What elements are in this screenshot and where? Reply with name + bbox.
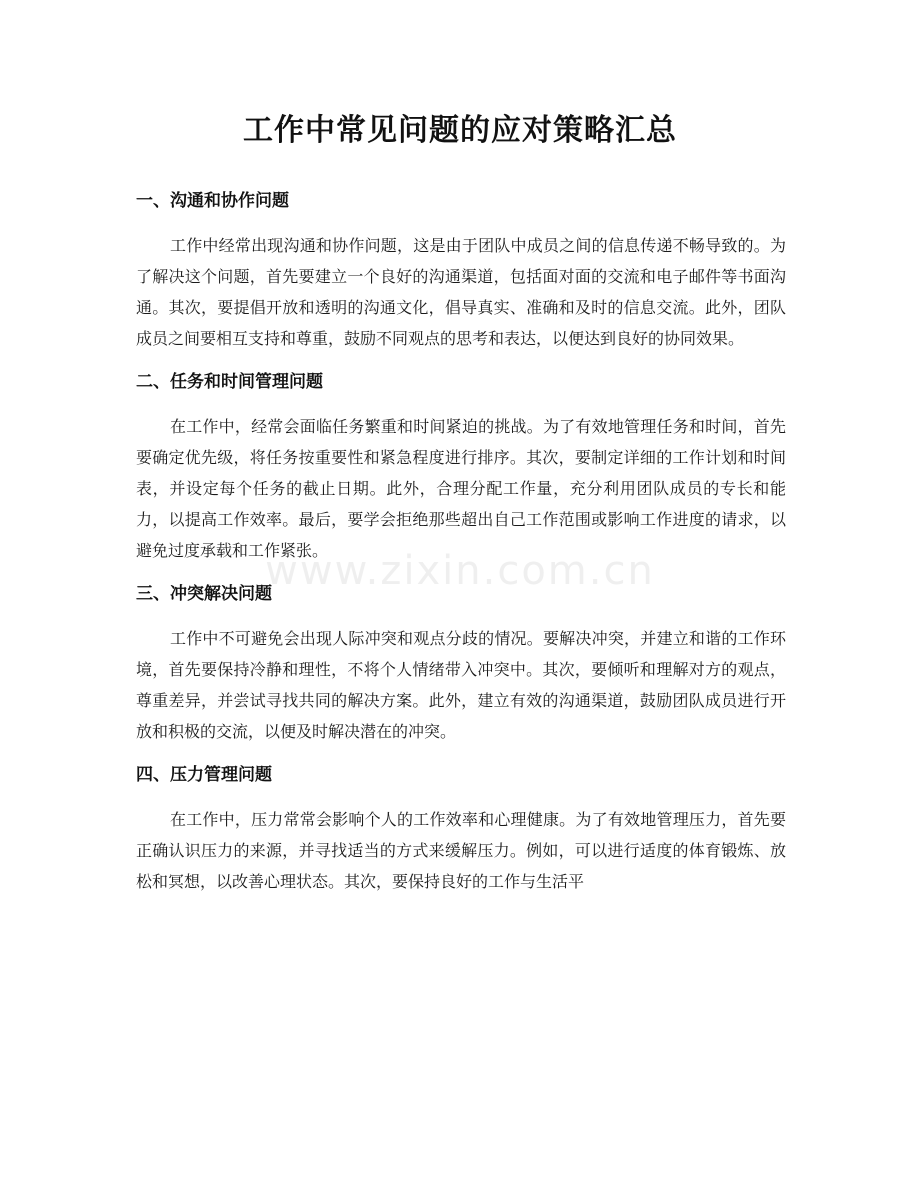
section-paragraph: 在工作中，压力常常会影响个人的工作效率和心理健康。为了有效地管理压力，首先要正确认识压力的来源，并寻找适当的方式来缓解压力。例如，可以进行适度的体育锻炼、放松和冥想，以改善心理状态。其次，要保持良好的工作与生活平	[136, 810, 786, 891]
section-stress	[136, 756, 786, 897]
document-title: 工作中常见问题的应对策略汇总	[243, 113, 677, 148]
section-paragraph: 在工作中，经常会面临任务繁重和时间紧迫的挑战。为了有效地管理任务和时间，首先要确定优先级，将任务按重要性和紧急程度进行排序。其次，要制定详细的工作计划和时间表，并设定每个任务的截止日期。此外，合理分配工作量，充分利用团队成员的专长和能力，以提高工作效率。最后，要学会拒绝那些超出自己工作范围或影响工作进度的请求，以避免过度承载和工作紧张。	[136, 417, 786, 560]
section-communication	[136, 182, 786, 354]
section-paragraph: 工作中经常出现沟通和协作问题，这是由于团队中成员之间的信息传递不畅导致的。为了解决这个问题，首先要建立一个良好的沟通渠道，包括面对面的交流和电子邮件等书面沟通。其次，要提倡开放和透明的沟通文化，倡导真实、准确和及时的信息交流。此外，团队成员之间要相互支持和尊重，鼓励不同观点的思考和表达，以便达到良好的协同效果。	[136, 236, 786, 348]
section-heading: 一、沟通和协作问题	[136, 191, 289, 211]
section-heading: 三、冲突解决问题	[136, 584, 272, 604]
section-heading: 二、任务和时间管理问题	[136, 372, 323, 392]
section-heading: 四、压力管理问题	[136, 765, 272, 785]
document-body	[136, 182, 786, 906]
section-task-time	[136, 363, 786, 566]
section-paragraph: 工作中不可避免会出现人际冲突和观点分歧的情况。要解决冲突，并建立和谐的工作环境，首先要保持冷静和理性，不将个人情绪带入冲突中。其次，要倾听和理解对方的观点，尊重差异，并尝试寻找共同的解决方案。此外，建立有效的沟通渠道，鼓励团队成员进行开放和积极的交流，以便及时解决潜在的冲突。	[136, 629, 786, 741]
section-conflict	[136, 575, 786, 747]
watermark: www.zixin.com.cn	[265, 548, 655, 594]
